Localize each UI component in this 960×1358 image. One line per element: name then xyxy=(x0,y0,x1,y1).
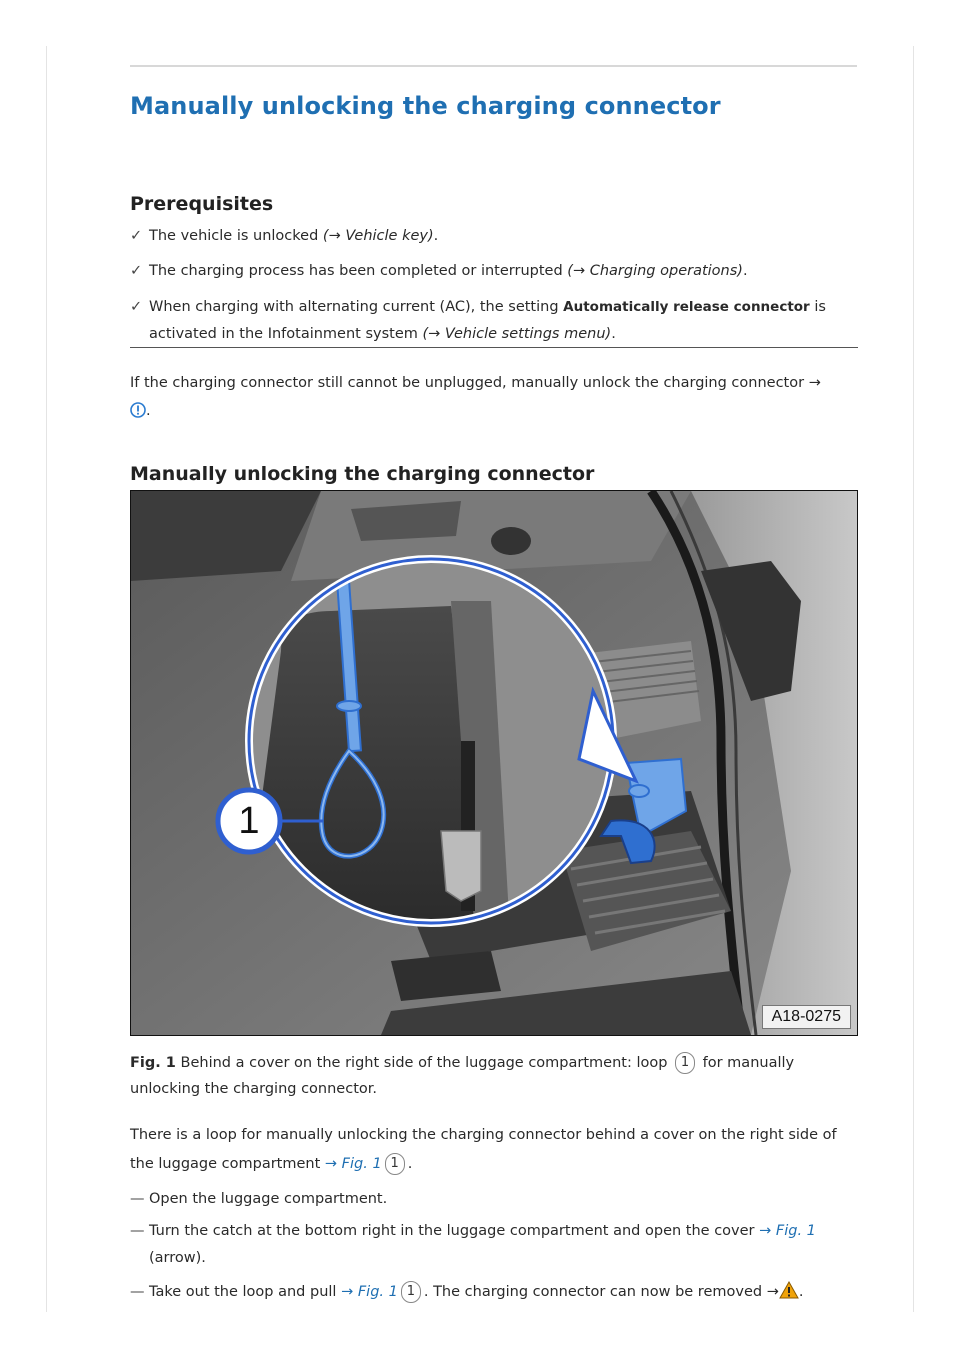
arrow-icon: → xyxy=(808,375,821,391)
prerequisite-item: ✓ When charging with alternating current (AC), the setting Automatically release connector is xyxy=(130,299,826,315)
figure-reference-link[interactable]: → Fig. 1 xyxy=(324,1156,382,1172)
dash-icon: — xyxy=(130,1284,145,1300)
figure-callout-1: 1 xyxy=(238,800,260,842)
figure-caption: Fig. 1 Behind a cover on the right side of the luggage compartment: loop 1 for manually xyxy=(130,1052,794,1074)
prerequisites-divider xyxy=(130,347,858,348)
section-heading: Manually unlocking the charging connector xyxy=(130,463,595,485)
intro-paragraph: If the charging connector still cannot be unplugged, manually unlock the charging connector → xyxy=(130,375,821,391)
page-title: Manually unlocking the charging connector xyxy=(130,92,721,120)
body-paragraph-continued: the luggage compartment → Fig. 1 1 . xyxy=(130,1153,412,1175)
prerequisite-item: ✓ The charging process has been completed or interrupted (→ Charging operations). xyxy=(130,263,748,279)
luggage-compartment-illustration xyxy=(131,491,857,1035)
arrow-icon: → xyxy=(766,1284,779,1300)
prerequisites-heading: Prerequisites xyxy=(130,193,274,215)
dash-icon: — xyxy=(130,1191,145,1207)
prerequisite-item: ✓ The vehicle is unlocked (→ Vehicle key). xyxy=(130,228,439,244)
figure-caption-continued: unlocking the charging connector. xyxy=(130,1081,377,1097)
step-item: — Open the luggage compartment. xyxy=(130,1191,388,1207)
header-rule xyxy=(130,65,857,67)
figure-reference-link[interactable]: → Fig. 1 xyxy=(759,1223,816,1239)
callout-number-badge: 1 xyxy=(401,1281,421,1303)
figure-code-label: A18-0275 xyxy=(762,1005,851,1029)
prerequisite-item-continued: activated in the Infotainment system (→ Vehicle settings menu). xyxy=(149,326,616,342)
callout-number-badge: 1 xyxy=(675,1052,695,1074)
left-margin-line xyxy=(46,46,47,1312)
checkmark-icon: ✓ xyxy=(130,299,143,315)
step-item-continued: (arrow). xyxy=(149,1250,206,1266)
step-item: — Take out the loop and pull → Fig. 1 1 . The charging connector can now be removed → . xyxy=(130,1281,803,1305)
checkmark-icon: ✓ xyxy=(130,228,143,244)
intro-paragraph-continued: . xyxy=(130,401,151,424)
right-margin-line xyxy=(913,46,914,1312)
checkmark-icon: ✓ xyxy=(130,263,143,279)
cross-reference-link[interactable]: (→ Charging operations) xyxy=(567,263,743,279)
notice-icon[interactable] xyxy=(130,402,146,424)
cross-reference-link[interactable]: (→ Vehicle settings menu) xyxy=(422,326,612,342)
warning-icon[interactable] xyxy=(779,1281,799,1305)
body-paragraph: There is a loop for manually unlocking the charging connector behind a cover on the right side of xyxy=(130,1127,837,1143)
callout-number-badge: 1 xyxy=(385,1153,405,1175)
figure-image xyxy=(130,490,858,1036)
dash-icon: — xyxy=(130,1223,145,1239)
figure-reference-link[interactable]: → Fig. 1 xyxy=(341,1284,398,1300)
cross-reference-link[interactable]: (→ Vehicle key) xyxy=(322,228,434,244)
step-item: — Turn the catch at the bottom right in the luggage compartment and open the cover → Fig. 1 xyxy=(130,1223,816,1239)
